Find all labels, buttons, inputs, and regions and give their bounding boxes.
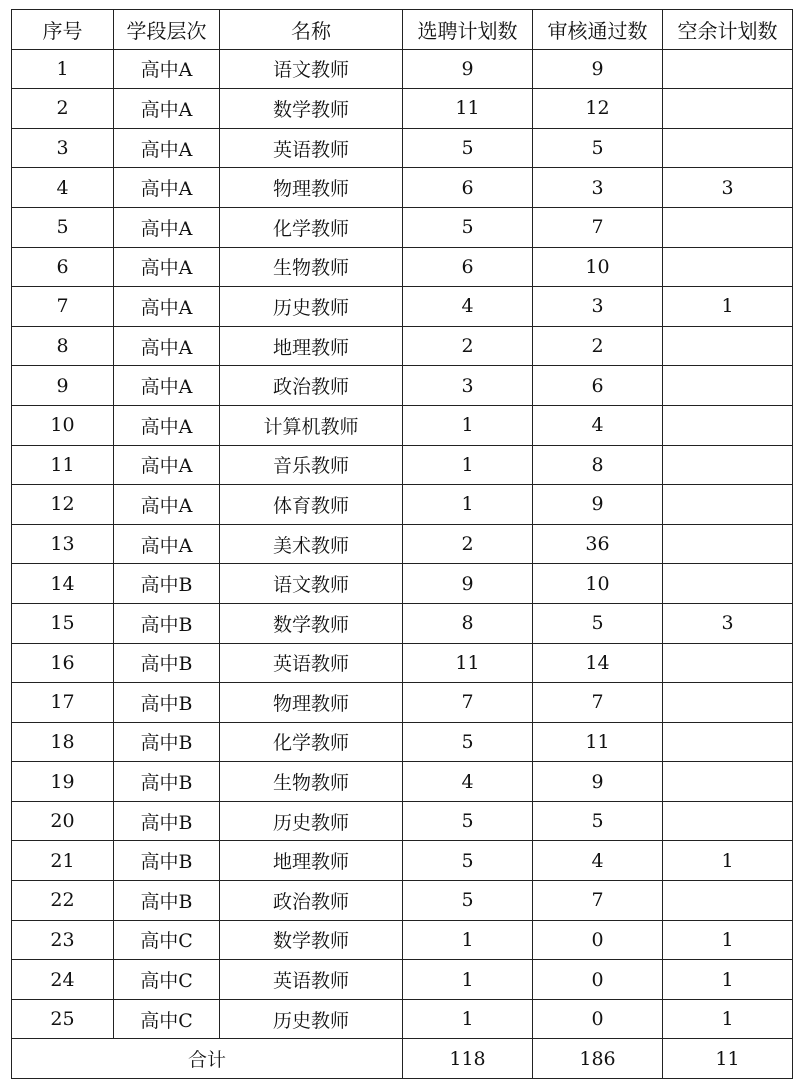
cell-level: 高中B — [114, 762, 220, 802]
cell-index: 3 — [12, 128, 114, 168]
cell-vacant — [663, 524, 793, 564]
cell-name: 地理教师 — [220, 841, 403, 881]
total-row — [12, 1039, 793, 1079]
header-index: 序号 — [12, 10, 114, 50]
cell-planned: 6 — [403, 247, 533, 287]
header-approved: 审核通过数 — [533, 10, 663, 50]
cell-planned: 1 — [403, 920, 533, 960]
cell-level: 高中B — [114, 722, 220, 762]
cell-approved: 7 — [533, 207, 663, 247]
cell-name: 化学教师 — [220, 207, 403, 247]
cell-index: 17 — [12, 683, 114, 723]
cell-index: 19 — [12, 762, 114, 802]
cell-name: 英语教师 — [220, 643, 403, 683]
cell-approved: 3 — [533, 168, 663, 208]
total-vacant: 11 — [663, 1039, 793, 1079]
table-row — [12, 722, 793, 762]
table-row — [12, 207, 793, 247]
header-planned: 选聘计划数 — [403, 10, 533, 50]
cell-approved: 36 — [533, 524, 663, 564]
cell-approved: 14 — [533, 643, 663, 683]
table-row — [12, 920, 793, 960]
cell-vacant — [663, 643, 793, 683]
table-row — [12, 960, 793, 1000]
table-row — [12, 524, 793, 564]
cell-level: 高中B — [114, 801, 220, 841]
cell-level: 高中A — [114, 49, 220, 89]
cell-name: 数学教师 — [220, 89, 403, 129]
cell-vacant: 3 — [663, 168, 793, 208]
cell-planned: 5 — [403, 207, 533, 247]
cell-approved: 5 — [533, 128, 663, 168]
cell-planned: 5 — [403, 841, 533, 881]
cell-planned: 5 — [403, 881, 533, 921]
table-row — [12, 89, 793, 129]
cell-approved: 9 — [533, 49, 663, 89]
recruitment-table — [11, 9, 793, 1079]
table-row — [12, 881, 793, 921]
cell-index: 23 — [12, 920, 114, 960]
cell-approved: 0 — [533, 960, 663, 1000]
cell-vacant — [663, 405, 793, 445]
cell-index: 2 — [12, 89, 114, 129]
cell-name: 体育教师 — [220, 485, 403, 525]
cell-name: 物理教师 — [220, 168, 403, 208]
header-vacant: 空余计划数 — [663, 10, 793, 50]
cell-level: 高中C — [114, 999, 220, 1039]
cell-name: 物理教师 — [220, 683, 403, 723]
cell-name: 英语教师 — [220, 128, 403, 168]
table-row — [12, 405, 793, 445]
cell-name: 数学教师 — [220, 603, 403, 643]
cell-level: 高中A — [114, 326, 220, 366]
cell-approved: 12 — [533, 89, 663, 129]
cell-approved: 5 — [533, 603, 663, 643]
cell-index: 11 — [12, 445, 114, 485]
header-row — [12, 10, 793, 50]
cell-index: 14 — [12, 564, 114, 604]
cell-vacant — [663, 722, 793, 762]
cell-approved: 8 — [533, 445, 663, 485]
table-row — [12, 643, 793, 683]
cell-planned: 6 — [403, 168, 533, 208]
cell-index: 24 — [12, 960, 114, 1000]
table-row — [12, 603, 793, 643]
cell-name: 计算机教师 — [220, 405, 403, 445]
cell-planned: 8 — [403, 603, 533, 643]
cell-vacant: 1 — [663, 920, 793, 960]
cell-name: 地理教师 — [220, 326, 403, 366]
cell-index: 8 — [12, 326, 114, 366]
table-row — [12, 366, 793, 406]
cell-approved: 6 — [533, 366, 663, 406]
cell-name: 政治教师 — [220, 881, 403, 921]
cell-vacant: 1 — [663, 960, 793, 1000]
cell-level: 高中C — [114, 960, 220, 1000]
table-body — [12, 49, 793, 1039]
cell-approved: 10 — [533, 564, 663, 604]
cell-planned: 1 — [403, 405, 533, 445]
cell-approved: 0 — [533, 920, 663, 960]
total-planned: 118 — [403, 1039, 533, 1079]
cell-index: 18 — [12, 722, 114, 762]
cell-approved: 7 — [533, 881, 663, 921]
cell-planned: 4 — [403, 287, 533, 327]
cell-planned: 9 — [403, 49, 533, 89]
cell-vacant — [663, 881, 793, 921]
cell-level: 高中B — [114, 841, 220, 881]
cell-level: 高中A — [114, 168, 220, 208]
table-row — [12, 287, 793, 327]
table-row — [12, 445, 793, 485]
cell-planned: 5 — [403, 801, 533, 841]
cell-level: 高中B — [114, 564, 220, 604]
table-row — [12, 683, 793, 723]
cell-planned: 1 — [403, 960, 533, 1000]
cell-index: 9 — [12, 366, 114, 406]
cell-planned: 1 — [403, 445, 533, 485]
cell-vacant — [663, 762, 793, 802]
cell-index: 4 — [12, 168, 114, 208]
cell-index: 16 — [12, 643, 114, 683]
cell-name: 历史教师 — [220, 287, 403, 327]
cell-vacant — [663, 207, 793, 247]
cell-level: 高中B — [114, 683, 220, 723]
cell-vacant — [663, 445, 793, 485]
cell-planned: 1 — [403, 999, 533, 1039]
cell-name: 历史教师 — [220, 801, 403, 841]
cell-approved: 3 — [533, 287, 663, 327]
cell-name: 生物教师 — [220, 762, 403, 802]
cell-name: 政治教师 — [220, 366, 403, 406]
table-row — [12, 762, 793, 802]
cell-planned: 5 — [403, 128, 533, 168]
cell-planned: 11 — [403, 89, 533, 129]
cell-vacant — [663, 801, 793, 841]
cell-index: 7 — [12, 287, 114, 327]
cell-name: 生物教师 — [220, 247, 403, 287]
cell-level: 高中B — [114, 603, 220, 643]
cell-vacant — [663, 366, 793, 406]
cell-level: 高中A — [114, 445, 220, 485]
cell-planned: 3 — [403, 366, 533, 406]
cell-vacant: 1 — [663, 841, 793, 881]
cell-vacant — [663, 247, 793, 287]
cell-planned: 9 — [403, 564, 533, 604]
cell-vacant — [663, 485, 793, 525]
cell-vacant — [663, 683, 793, 723]
cell-index: 1 — [12, 49, 114, 89]
table-row — [12, 49, 793, 89]
cell-approved: 9 — [533, 485, 663, 525]
cell-vacant — [663, 49, 793, 89]
table-row — [12, 999, 793, 1039]
cell-level: 高中B — [114, 881, 220, 921]
cell-approved: 10 — [533, 247, 663, 287]
cell-approved: 4 — [533, 841, 663, 881]
cell-planned: 2 — [403, 524, 533, 564]
total-approved: 186 — [533, 1039, 663, 1079]
cell-approved: 7 — [533, 683, 663, 723]
cell-planned: 2 — [403, 326, 533, 366]
cell-level: 高中A — [114, 405, 220, 445]
cell-level: 高中A — [114, 485, 220, 525]
cell-name: 英语教师 — [220, 960, 403, 1000]
total-label: 合计 — [12, 1039, 403, 1079]
table-row — [12, 168, 793, 208]
cell-vacant: 1 — [663, 999, 793, 1039]
header-level: 学段层次 — [114, 10, 220, 50]
cell-planned: 4 — [403, 762, 533, 802]
cell-index: 12 — [12, 485, 114, 525]
cell-level: 高中A — [114, 366, 220, 406]
cell-vacant — [663, 564, 793, 604]
cell-level: 高中A — [114, 89, 220, 129]
cell-index: 20 — [12, 801, 114, 841]
cell-planned: 11 — [403, 643, 533, 683]
cell-name: 数学教师 — [220, 920, 403, 960]
cell-planned: 7 — [403, 683, 533, 723]
cell-name: 音乐教师 — [220, 445, 403, 485]
table-row — [12, 485, 793, 525]
cell-name: 语文教师 — [220, 49, 403, 89]
cell-index: 25 — [12, 999, 114, 1039]
cell-planned: 5 — [403, 722, 533, 762]
cell-level: 高中A — [114, 287, 220, 327]
cell-name: 历史教师 — [220, 999, 403, 1039]
cell-approved: 9 — [533, 762, 663, 802]
cell-level: 高中C — [114, 920, 220, 960]
cell-index: 6 — [12, 247, 114, 287]
table-row — [12, 128, 793, 168]
cell-level: 高中A — [114, 207, 220, 247]
table-row — [12, 841, 793, 881]
cell-approved: 11 — [533, 722, 663, 762]
cell-level: 高中A — [114, 524, 220, 564]
cell-vacant: 1 — [663, 287, 793, 327]
table-row — [12, 247, 793, 287]
cell-index: 13 — [12, 524, 114, 564]
header-name: 名称 — [220, 10, 403, 50]
table-row — [12, 564, 793, 604]
cell-approved: 0 — [533, 999, 663, 1039]
cell-vacant — [663, 89, 793, 129]
cell-level: 高中A — [114, 128, 220, 168]
cell-approved: 5 — [533, 801, 663, 841]
cell-index: 5 — [12, 207, 114, 247]
cell-index: 10 — [12, 405, 114, 445]
cell-name: 化学教师 — [220, 722, 403, 762]
table-row — [12, 801, 793, 841]
table-row — [12, 326, 793, 366]
cell-vacant — [663, 128, 793, 168]
cell-index: 15 — [12, 603, 114, 643]
cell-index: 21 — [12, 841, 114, 881]
cell-vacant — [663, 326, 793, 366]
cell-name: 美术教师 — [220, 524, 403, 564]
cell-vacant: 3 — [663, 603, 793, 643]
cell-name: 语文教师 — [220, 564, 403, 604]
cell-planned: 1 — [403, 485, 533, 525]
cell-approved: 4 — [533, 405, 663, 445]
cell-index: 22 — [12, 881, 114, 921]
cell-level: 高中A — [114, 247, 220, 287]
cell-approved: 2 — [533, 326, 663, 366]
cell-level: 高中B — [114, 643, 220, 683]
